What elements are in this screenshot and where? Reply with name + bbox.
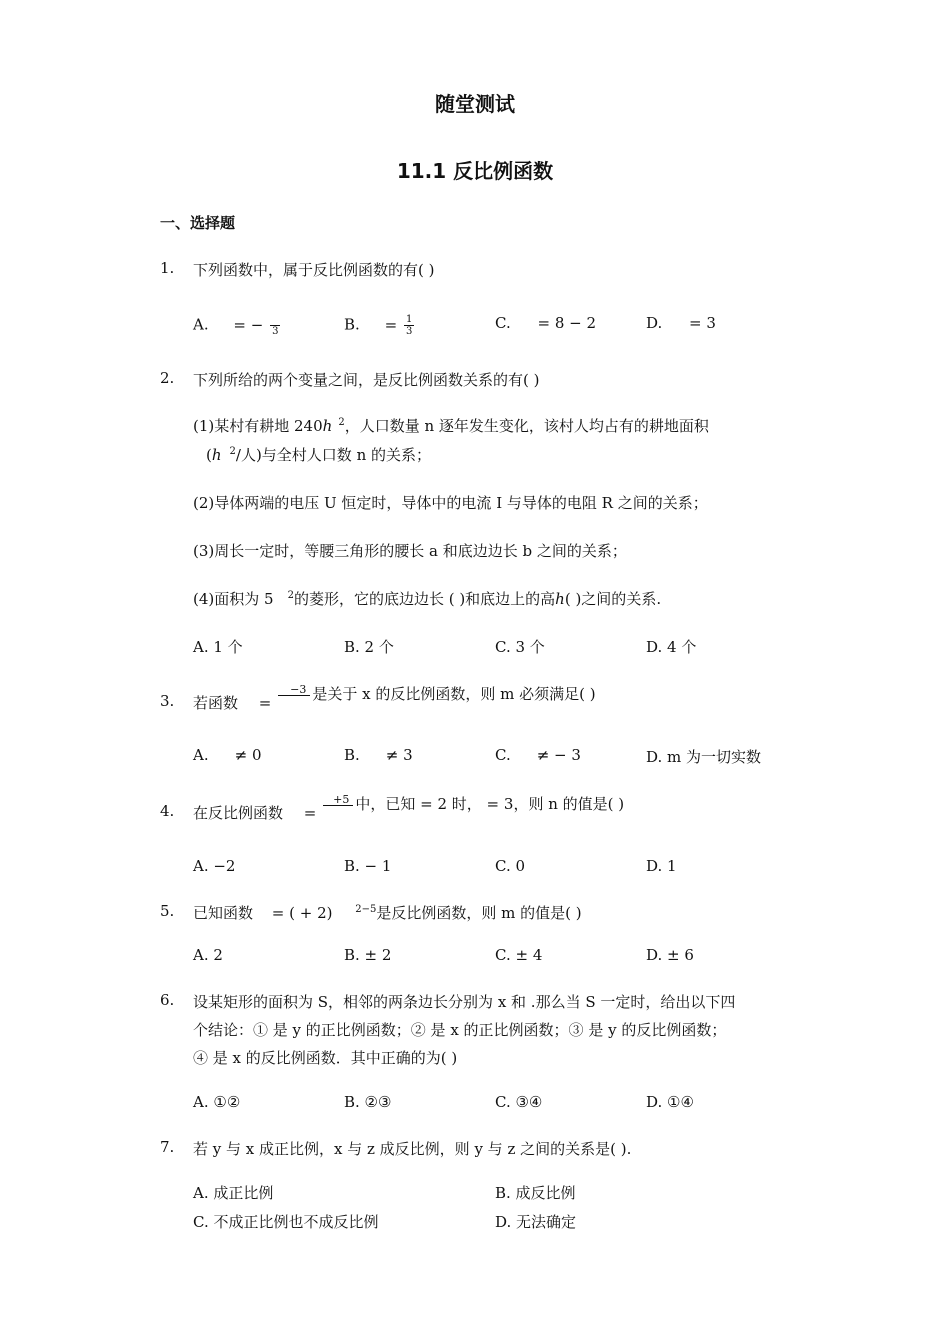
question-text [193,792,625,822]
option-d: D. 1 [646,857,677,875]
option-b [344,314,416,337]
question-number: 2. [160,369,175,387]
lesson-title: 11.1 反比例函数 [396,159,554,183]
option-label: C. [495,314,511,332]
fraction-denominator: 3 [405,326,413,337]
statement-4 [193,588,661,609]
statement-3: (3)周长一定时，等腰三角形的腰长 a 和底边边长 b 之间的关系； [193,542,627,560]
superscript: 2−5 [355,904,377,915]
option-expression: = 3 [689,314,716,332]
question-text-part: 中，已知 = 2 时， = 3，则 n 的值是( ) [355,795,625,813]
option-expression: ≠ − 3 [536,746,581,764]
option-d: D. 无法确定 [495,1213,577,1231]
option-expression: ≠ 0 [234,746,262,764]
question-text [193,682,596,712]
question-number: 7. [160,1138,175,1156]
option-expression: = − [233,315,264,334]
question-number: 6. [160,991,175,1009]
question-number: 3. [160,692,175,710]
option-a: A. 1 个 [193,638,243,656]
option-c: C. ± 4 [495,946,543,964]
question-text-part: 若函数 [193,694,239,712]
option-a [193,746,262,764]
option-a [193,314,282,337]
statement-2: (2)导体两端的电压 U 恒定时，导体中的电流 I 与导体的电阻 R 之间的关系； [193,494,708,512]
question-text-part: 在反比例函数 [193,804,284,822]
fraction [323,794,353,817]
option-c: C. 3 个 [495,638,545,656]
superscript: 2 [338,417,345,428]
option-c: C. 不成正比例也不成反比例 [193,1213,379,1231]
option-b: B. ± 2 [344,946,392,964]
fraction [270,314,280,337]
option-label: B. [344,746,360,764]
option-label: C. [495,746,511,764]
option-expression: ≠ 3 [385,746,413,764]
statement-text: (ℎ [206,446,222,464]
option-c: C. ③④ [495,1093,543,1111]
option-d: D. 4 个 [646,638,697,656]
option-label: A. [193,746,209,764]
superscript: 2 [229,446,236,457]
page-title: 随堂测试 [435,92,515,116]
option-label: B. [344,315,360,334]
question-text-line-1: 设某矩形的面积为 S，相邻的两条边长分别为 x 和 .那么当 S 一定时，给出以下四 [193,993,736,1011]
option-expression: = [384,315,398,334]
option-d [646,314,716,332]
question-text-part: 是反比例函数，则 m 的值是( ) [376,904,582,922]
question-text: 下列函数中，属于反比例函数的有( ) [193,261,435,279]
question-text-line-2: 个结论：① 是 y 的正比例函数；② 是 x 的正比例函数；③ 是 y 的反比例函数； [193,1021,727,1039]
section-heading: 一、选择题 [160,214,236,232]
fraction [404,314,414,337]
question-number: 4. [160,802,175,820]
option-b: B. 成反比例 [495,1184,576,1202]
option-b: B. ②③ [344,1093,392,1111]
statement-text: (4)面积为 5 [193,590,274,608]
superscript: 2 [287,590,294,601]
option-d: D. m 为一切实数 [646,748,762,766]
option-a: A. ①② [193,1093,241,1111]
option-c [495,314,596,332]
fraction-denominator: 3 [272,326,279,337]
option-b: B. 2 个 [344,638,394,656]
fraction [278,684,310,707]
statement-1 [193,415,709,436]
option-label: D. [646,314,663,332]
question-text-line-3: ④ 是 x 的反比例函数．其中正确的为( ) [193,1049,458,1067]
option-a: A. 2 [193,946,223,964]
question-text: 若 y 与 x 成正比例，x 与 z 成反比例，则 y 与 z 之间的关系是( ). [193,1140,632,1158]
question-text-part: 已知函数 [193,904,254,922]
fraction-numerator: 1 [405,314,413,325]
statement-text: (1)某村有耕地 240ℎ [193,417,333,435]
option-a: A. −2 [193,857,236,875]
option-a: A. 成正比例 [193,1184,274,1202]
option-c [495,746,581,764]
question-text [193,902,582,923]
question-text-part: 是关于 x 的反比例函数，则 m 必须满足( ) [312,685,596,703]
option-d: D. ± 6 [646,946,694,964]
equals-sign: = [258,694,272,712]
option-b: B. − 1 [344,857,392,875]
equals-sign: = [303,804,317,822]
statement-text: ，人口数量 n 逐年发生变化，该村人均占有的耕地面积 [344,417,709,435]
question-text: 下列所给的两个变量之间，是反比例函数关系的有( ) [193,371,540,389]
statement-text: 的菱形，它的底边边长 ( )和底边上的高ℎ( )之间的关系. [293,590,662,608]
option-b [344,746,413,764]
fraction-numerator: −3 [278,684,310,696]
question-number: 1. [160,259,175,277]
option-label: A. [193,315,209,334]
fraction-numerator: +5 [323,794,353,806]
question-number: 5. [160,902,175,920]
option-expression: = 8 − 2 [537,314,597,332]
statement-1-cont [206,444,431,465]
expression: = ( + 2) [271,904,333,922]
option-c: C. 0 [495,857,526,875]
option-d: D. ①④ [646,1093,694,1111]
statement-text: /人)与全村人口数 n 的关系； [235,446,431,464]
